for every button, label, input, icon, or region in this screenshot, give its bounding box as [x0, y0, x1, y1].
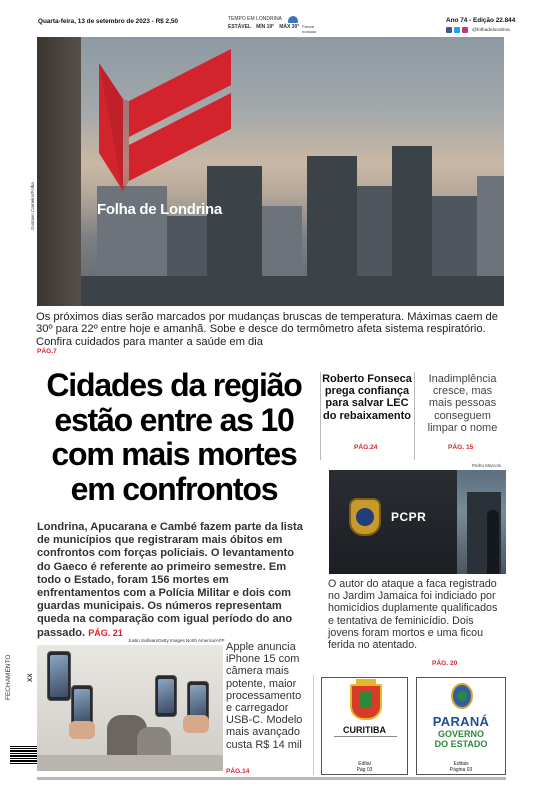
police-sign-text: PCPR: [391, 510, 427, 524]
main-page-ref[interactable]: PÁG. 21: [88, 627, 123, 638]
teaser-economy[interactable]: Inadimplência cresce, mas mais pessoas conseguem limpar o nome: [427, 373, 498, 434]
edition-number: Ano 74 - Edição 22.844: [446, 17, 516, 24]
hero-caption: Os próximos dias serão marcados por mudanças bruscas de temperatura. Máximas caem de 30º para 22º entre hoje e amanhã. Sobe e desce do termômetro afeta sistema respiratório. Confira cuidados para manter a saúde em dia: [36, 311, 498, 348]
weather-cloud-icon: [288, 16, 298, 23]
police-page-ref[interactable]: PÁG. 20: [432, 660, 458, 667]
instagram-icon[interactable]: [462, 27, 468, 33]
hero-page-ref[interactable]: PÁG.7: [37, 348, 57, 355]
phone-photo: [37, 645, 223, 771]
window-frame: [37, 37, 81, 306]
phone-page-ref[interactable]: PÁG.14: [226, 768, 250, 775]
main-lead-text: Londrina, Apucarana e Cambé fazem parte da lista de municípios que registraram mais óbitos em confrontos com forças policiais. O levantamento do Gaeco é referente ao primeiro semestre. Em todo o Estado, foram 156 mortes em enfrentamentos com a Polícia Militar e dois com guardas municipais. Os números representam queda na comparação com igual período do ano passado.: [37, 521, 303, 639]
facebook-icon[interactable]: [446, 27, 452, 33]
teaser-sports-page-ref[interactable]: PÁG.24: [354, 444, 378, 451]
ad-parana-government: GOVERNO DO ESTADO: [434, 729, 488, 749]
ad-curitiba-name: CURITIBA: [343, 725, 386, 735]
ad-curitiba-sub: Edital Pág 03: [356, 761, 373, 773]
hero-photo: [37, 37, 504, 306]
weather-box: [228, 16, 328, 34]
brand-name: Folha de Londrina: [97, 201, 222, 218]
closing-value: XX: [27, 673, 34, 682]
ad-parana-name: PARANÁ: [432, 714, 490, 729]
main-lead: [37, 521, 308, 640]
ad-parana-sub: Editais Página 03: [449, 761, 473, 773]
weather-max: MÁX 30°: [279, 24, 300, 30]
divider: [313, 675, 314, 775]
edition-date-price: Quarta-feira, 13 de setembro de 2023 - R$ 2,50: [38, 18, 178, 25]
phone-photo-credit: Justin Sullivan/Getty Images North America/AFP: [128, 638, 225, 643]
twitter-icon[interactable]: [454, 27, 460, 33]
police-photo-credit: Pedro Marconi: [472, 463, 502, 468]
teaser-economy-page-ref[interactable]: PÁG. 15: [448, 444, 474, 451]
weather-min: MÍN 19°: [256, 24, 275, 30]
main-headline[interactable]: Cidades da região estão entre as 10 com mais mortes em confrontos: [46, 367, 302, 507]
teaser-sports[interactable]: Roberto Fonseca prega confiança para salvar LEC do rebaixamento: [322, 373, 412, 422]
divider: [414, 372, 415, 460]
police-photo: [329, 470, 506, 574]
ad-curitiba[interactable]: [321, 677, 408, 775]
social-links: [446, 27, 510, 33]
weather-condition: ESTÁVEL: [228, 24, 252, 30]
police-caption[interactable]: O autor do ataque a faca registrado no Jardim Jamaica foi indiciado por homicídios duplamente qualificados e tentativa de feminicídio. Dois jovens foram mortos e uma ficou ferida no atentado.: [328, 578, 498, 652]
closing-label: FECHAMENTO: [5, 654, 12, 700]
divider: [320, 372, 321, 460]
weather-title: TEMPO EM LONDRINA: [228, 16, 282, 22]
weather-note: Parcial nublado: [302, 24, 317, 34]
phone-story-text[interactable]: Apple anuncia iPhone 15 com câmera mais potente, maior processamento e carregador USB-C. Modelo mais avançado custa R$ 14 mil: [226, 641, 303, 751]
hero-photo-credit: Gustavo Carneiro/Folha: [30, 182, 35, 230]
bottom-rule: [37, 777, 506, 780]
folha-logo-icon: [89, 41, 239, 203]
social-handle[interactable]: @folhadelondrina: [472, 27, 510, 33]
ad-parana[interactable]: [416, 677, 506, 775]
